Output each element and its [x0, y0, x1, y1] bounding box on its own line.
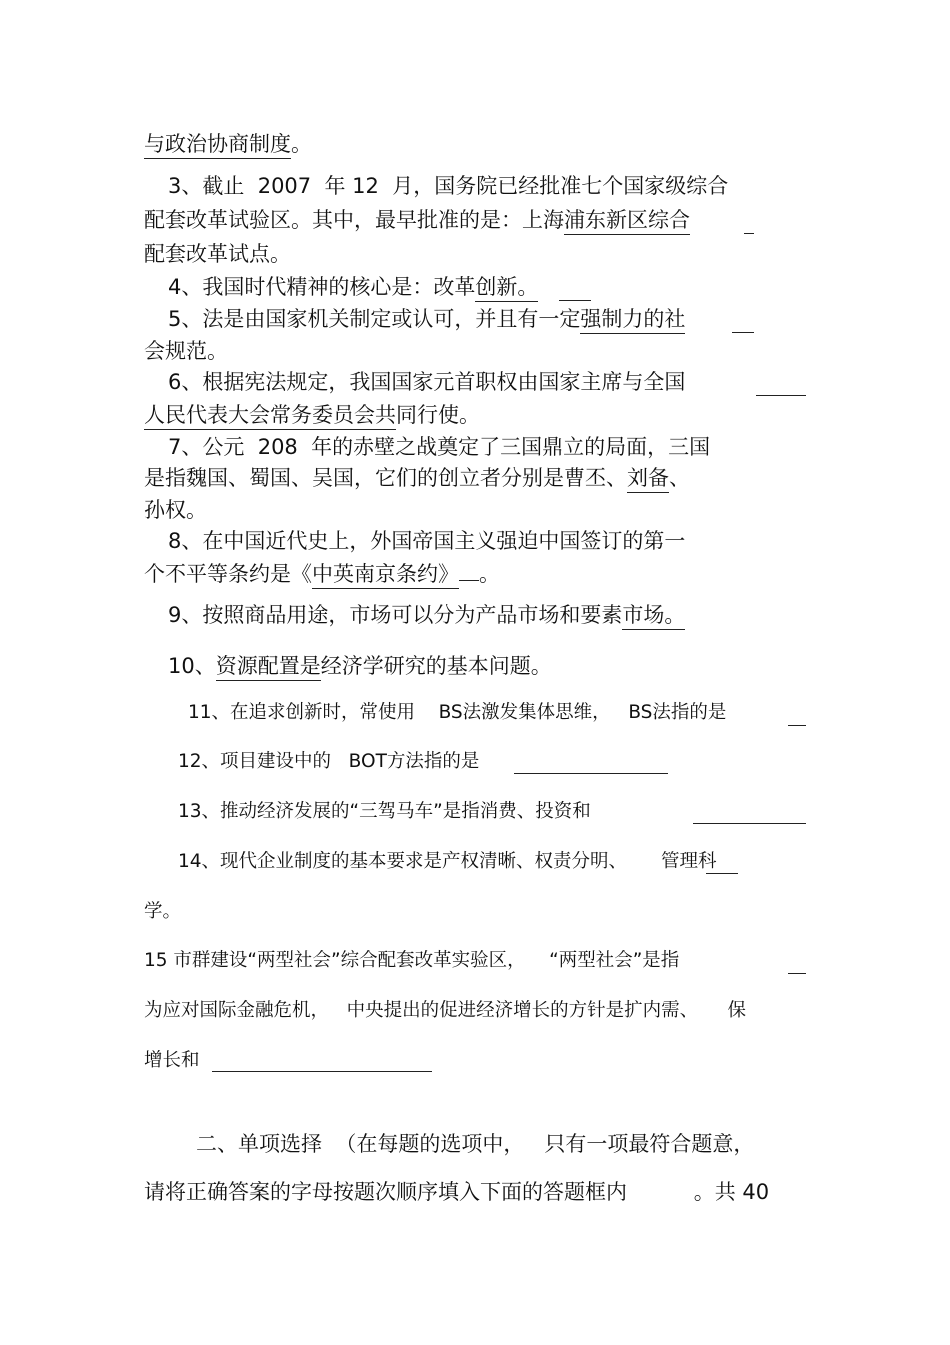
- question-14-line-2: 学。: [144, 901, 182, 922]
- answer-underlined: 资源配置是: [216, 654, 321, 681]
- question-12: 12、项目建设中的 BOT方法指的是: [178, 751, 480, 772]
- question-5-line-2: 会规范。: [144, 339, 228, 363]
- blank-line: [732, 332, 754, 333]
- answer-underlined: 强制力的社: [580, 307, 685, 334]
- answer-underlined: 人民代表大会常务委员会共: [144, 403, 396, 430]
- question-8: 8、在中国近代史上，外国帝国主义强迫中国签订的第一: [168, 529, 686, 553]
- blank-line: [514, 773, 668, 774]
- question-10: 10、资源配置是经济学研究的基本问题。: [168, 656, 552, 677]
- blank-line: [788, 725, 806, 726]
- blank-line: [559, 300, 591, 301]
- question-8-line-2: 个不平等条约是《中英南京条约》 。: [144, 564, 500, 585]
- question-15: 15 市群建设“两型社会”综合配套改革实验区， “两型社会”是指: [144, 950, 680, 971]
- question-11: 11、在追求创新时，常使用 BS法激发集体思维， BS法指的是: [188, 702, 727, 723]
- blank-line: [744, 233, 754, 234]
- answer-underlined: 与政治协商制度: [144, 132, 291, 159]
- question-3-line-3: 配套改革试点。: [144, 242, 291, 266]
- question-6-line-2: 人民代表大会常务委员会共同行使。: [144, 405, 480, 426]
- section-2-heading: 二、单项选择 （在每题的选项中， 只有一项最符合题意，: [196, 1132, 755, 1156]
- question-6: 6、根据宪法规定，我国国家元首职权由国家主席与全国: [168, 370, 686, 394]
- answer-underlined: 刘备: [627, 466, 669, 493]
- question-9: 9、按照商品用途，市场可以分为产品市场和要素市场。: [168, 605, 685, 626]
- blank-line: [788, 973, 806, 974]
- question-13: 13、推动经济发展的“三驾马车”是指消费、投资和: [178, 801, 591, 822]
- blank-line: [756, 395, 806, 396]
- answer-underlined: 创新。: [475, 275, 538, 302]
- question-16-line-2: 增长和: [144, 1050, 200, 1071]
- question-5: 5、法是由国家机关制定或认可，并且有一定强制力的社: [168, 309, 685, 330]
- question-7: 7、公元 208 年的赤壁之战奠定了三国鼎立的局面，三国: [168, 435, 711, 459]
- question-3-line-2: 配套改革试验区。其中，最早批准的是：上海浦东新区综合: [144, 210, 690, 231]
- blank-line: [706, 873, 738, 874]
- question-7-line-3: 孙权。: [144, 498, 207, 522]
- question-7-line-2: 是指魏国、蜀国、吴国，它们的创立者分别是曹丕、刘备、: [144, 468, 690, 489]
- question-4: 4、我国时代精神的核心是：改革创新。: [168, 277, 538, 298]
- blank-line: [693, 823, 806, 824]
- answer-underlined: 中英南京条约》: [312, 562, 459, 589]
- question-16: 为应对国际金融危机， 中央提出的促进经济增长的方针是扩内需、 保: [144, 1000, 747, 1021]
- question-14: 14、现代企业制度的基本要求是产权清晰、权责分明、 管理科: [178, 851, 717, 872]
- answer-underlined: 市场。: [622, 603, 685, 630]
- line-1: 与政治协商制度。: [144, 134, 312, 155]
- section-2-instructions: 请将正确答案的字母按题次顺序填入下面的答题框内 。共 40: [144, 1180, 770, 1204]
- question-3: 3、截止 2007 年 12 月，国务院已经批准七个国家级综合: [168, 174, 729, 198]
- blank-line: [212, 1071, 432, 1072]
- answer-underlined: 浦东新区综合: [564, 208, 690, 235]
